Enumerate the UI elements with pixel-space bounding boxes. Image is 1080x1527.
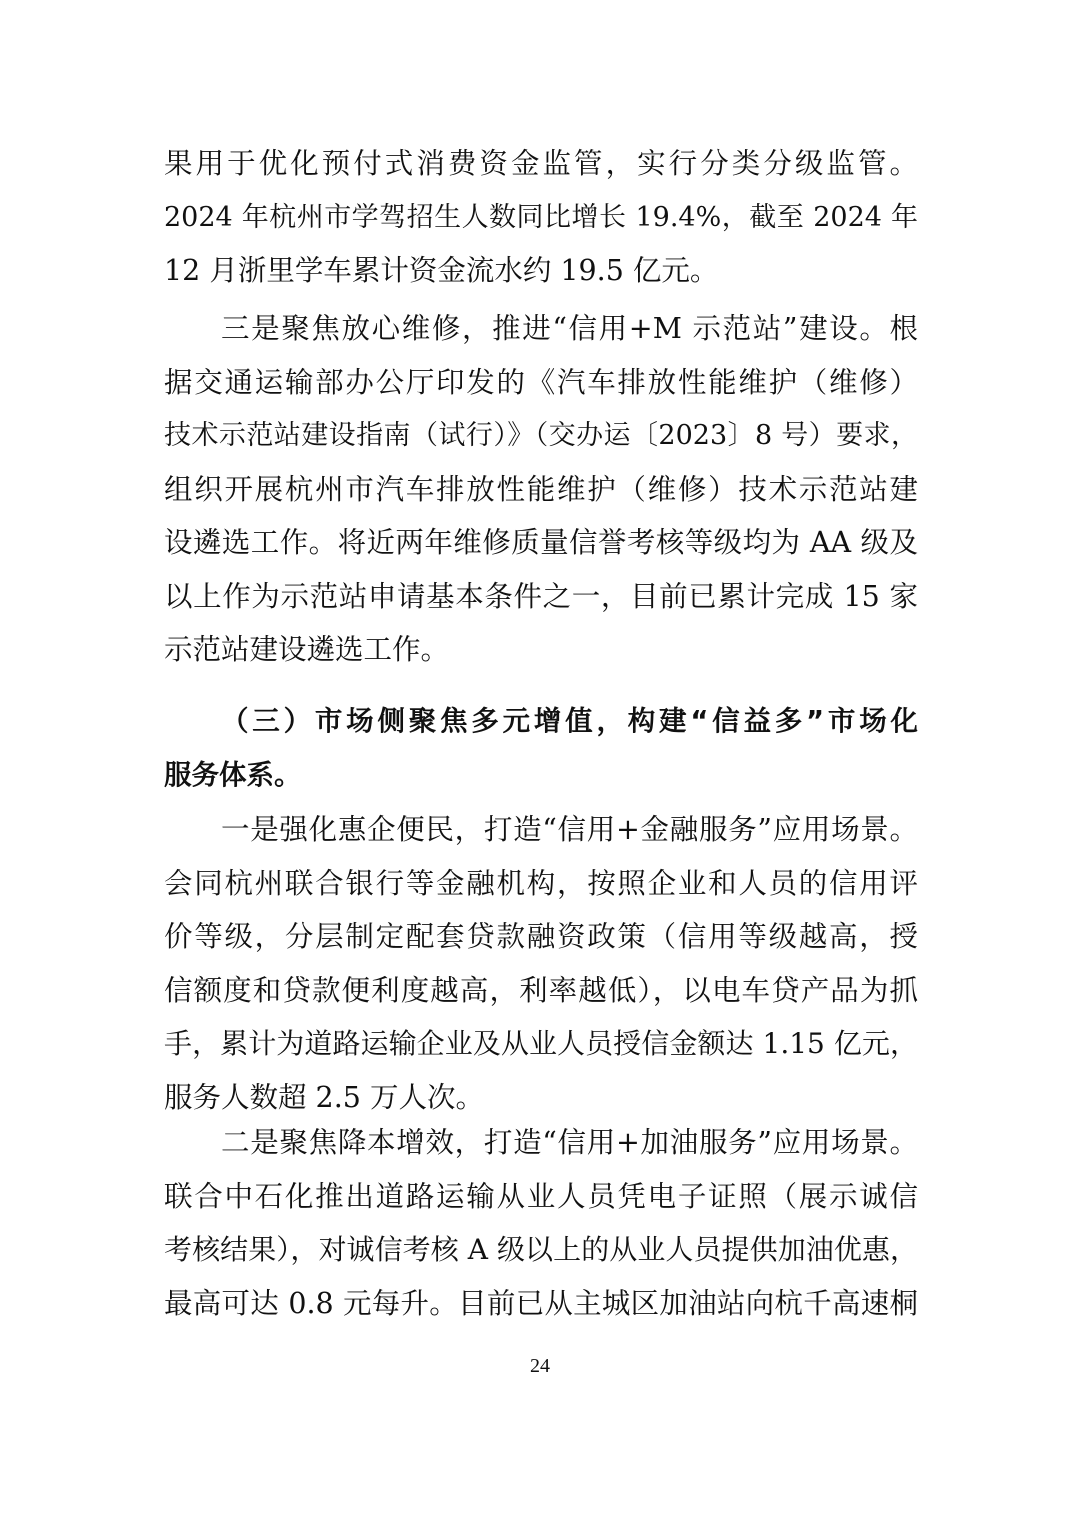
text-line: 二是聚焦降本增效，打造“信用+加油服务”应用场景。 [221, 1126, 918, 1159]
paragraph-repair-demo-stations [164, 302, 918, 677]
text-line: 示范站建设遴选工作。 [164, 633, 450, 666]
text-line: 考核结果），对诚信考核 A 级以上的从业人员提供加油优惠， [164, 1233, 918, 1266]
text-line: 会同杭州联合银行等金融机构，按照企业和人员的信用评 [164, 866, 918, 900]
heading-line: （三）市场侧聚焦多元增值，构建“信益多”市场化 [221, 705, 918, 737]
paragraph-fuel-service [164, 1116, 918, 1330]
text-line: 手，累计为道路运输企业及从业人员授信金额达 1.15 亿元， [164, 1027, 918, 1060]
heading-line: 服务体系。 [164, 758, 302, 791]
text-line: 以上作为示范站申请基本条件之一，目前已累计完成 15 家 [164, 579, 918, 613]
text-line: 最高可达 0.8 元每升。目前已从主城区加油站向杭千高速桐 [164, 1286, 918, 1320]
text-line: 价等级，分层制定配套贷款融资政策（信用等级越高，授 [164, 920, 918, 953]
section-heading [164, 695, 918, 802]
text-line: 设遴选工作。将近两年维修质量信誉考核等级均为 AA 级及 [164, 526, 918, 559]
text-line: 联合中石化推出道路运输从业人员凭电子证照（展示诚信 [164, 1179, 918, 1213]
text-line: 一是强化惠企便民，打造“信用+金融服务”应用场景。 [221, 813, 918, 846]
paragraph-prepaid-supervision [164, 137, 918, 298]
text-line: 组织开展杭州市汽车排放性能维护（维修）技术示范站建 [164, 472, 918, 506]
text-line: 2024 年杭州市学驾招生人数同比增长 19.4%，截至 2024 年 [164, 201, 918, 233]
paragraph-finance-service [164, 803, 918, 1124]
text-line: 三是聚焦放心维修，推进“信用+M 示范站”建设。根 [221, 312, 918, 345]
text-line: 技术示范站建设指南（试行）》（交办运〔2023〕8 号）要求， [164, 420, 918, 451]
page-number: 24 [530, 1355, 550, 1377]
text-line: 服务人数超 2.5 万人次。 [164, 1080, 484, 1114]
text-line: 12 月浙里学车累计资金流水约 19.5 亿元。 [164, 254, 719, 287]
text-line: 果用于优化预付式消费资金监管，实行分类分级监管。 [164, 147, 918, 180]
text-line: 信额度和贷款便利度越高，利率越低），以电车贷产品为抓 [164, 973, 918, 1007]
text-line: 据交通运输部办公厅印发的《汽车排放性能维护（维修） [164, 365, 918, 399]
